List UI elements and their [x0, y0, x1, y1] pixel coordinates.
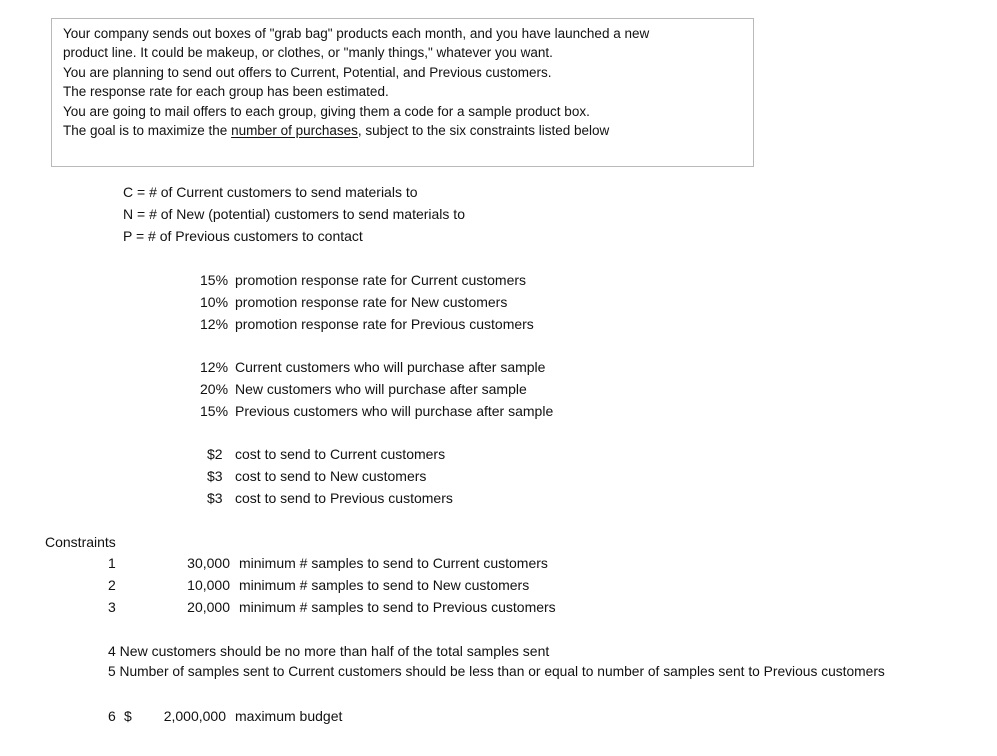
constraint-6-number: 6 — [108, 708, 116, 724]
cost-current-label: cost to send to Current customers — [235, 446, 446, 462]
purchase-rate-current-value: 12% — [200, 359, 229, 375]
constraint-4: 4 New customers should be no more than half of the total samples sent — [108, 643, 550, 659]
intro-box — [51, 18, 754, 167]
purchase-rate-previous-value: 15% — [200, 403, 229, 419]
constraint-1-number: 1 — [108, 555, 116, 571]
constraint-1-label: minimum # samples to send to Current customers — [239, 555, 548, 571]
intro-line-3: You are planning to send out offers to Current, Potential, and Previous customers. — [63, 65, 552, 80]
cost-previous-value: $3 — [207, 490, 223, 506]
purchase-rate-new-label: New customers who will purchase after sample — [235, 381, 527, 397]
purchase-rate-current-label: Current customers who will purchase after sample — [235, 359, 546, 375]
intro-line-6 — [63, 122, 609, 140]
constraint-1-value: 30,000 — [187, 555, 230, 571]
goal-objective: number of purchases — [231, 123, 358, 138]
constraint-6-value: 2,000,000 — [163, 708, 226, 724]
intro-line-5: You are going to mail offers to each group, giving them a code for a sample product box. — [63, 104, 590, 119]
constraint-2-label: minimum # samples to send to New customers — [239, 577, 530, 593]
constraint-3-label: minimum # samples to send to Previous customers — [239, 599, 556, 615]
response-rate-new-label: promotion response rate for New customers — [235, 294, 508, 310]
constraint-6-label: maximum budget — [235, 708, 343, 724]
cost-new-value: $3 — [207, 468, 223, 484]
response-rate-current-value: 15% — [200, 272, 229, 288]
variable-p: P = # of Previous customers to contact — [123, 228, 363, 244]
constraint-5: 5 Number of samples sent to Current customers should be less than or equal to number of samples sent to Previous customers — [108, 664, 885, 679]
goal-suffix: , subject to the six constraints listed below — [357, 123, 610, 138]
constraints-heading: Constraints — [45, 534, 116, 550]
constraint-6-currency: $ — [124, 708, 132, 724]
intro-line-2: product line. It could be makeup, or clothes, or "manly things," whatever you want. — [63, 45, 553, 60]
variable-n: N = # of New (potential) customers to send materials to — [123, 206, 465, 222]
cost-new-label: cost to send to New customers — [235, 468, 427, 484]
intro-line-1: Your company sends out boxes of "grab bag" products each month, and you have launched a new — [63, 26, 650, 41]
constraint-3-number: 3 — [108, 599, 116, 615]
response-rate-previous-value: 12% — [200, 316, 229, 332]
variable-c: C = # of Current customers to send materials to — [123, 184, 418, 200]
response-rate-new-value: 10% — [200, 294, 229, 310]
response-rate-previous-label: promotion response rate for Previous customers — [235, 316, 534, 332]
purchase-rate-new-value: 20% — [200, 381, 229, 397]
response-rate-current-label: promotion response rate for Current customers — [235, 272, 527, 288]
constraint-2-value: 10,000 — [187, 577, 230, 593]
cost-previous-label: cost to send to Previous customers — [235, 490, 453, 506]
constraint-2-number: 2 — [108, 577, 116, 593]
purchase-rate-previous-label: Previous customers who will purchase after sample — [235, 403, 554, 419]
intro-line-4: The response rate for each group has been estimated. — [63, 84, 389, 99]
cost-current-value: $2 — [207, 446, 223, 462]
goal-prefix: The goal is to maximize the — [63, 123, 228, 138]
constraint-3-value: 20,000 — [187, 599, 230, 615]
